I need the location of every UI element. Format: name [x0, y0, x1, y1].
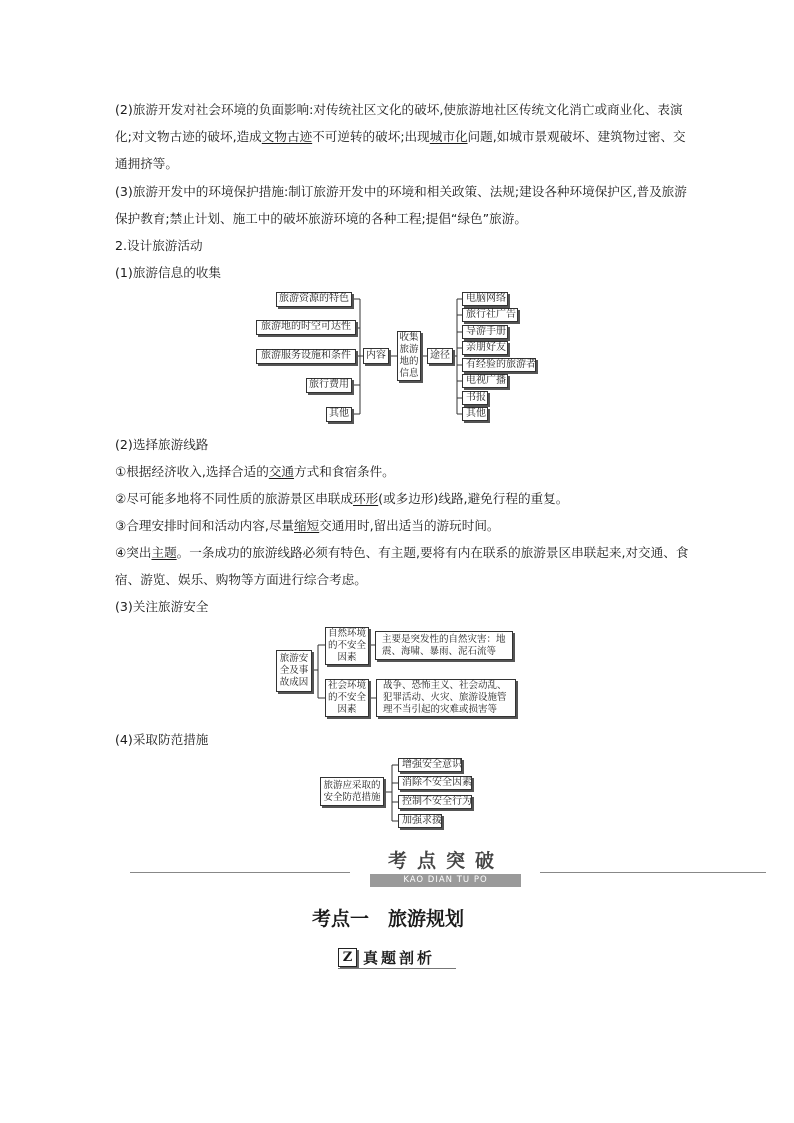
- text: ③合理安排时间和活动内容,尽量: [115, 518, 295, 533]
- d1-right-item: 有经验的旅游者: [462, 358, 536, 372]
- z-badge-icon: Z: [338, 948, 357, 967]
- d1-center-box: 收集旅游地的信息: [397, 331, 421, 381]
- d2-social-desc: 战争、恐怖主义、社会动乱、犯罪活动、火灾、旅游设施管理不当引起的灾难或损害等: [376, 679, 516, 717]
- zhenti-underline: [338, 968, 456, 969]
- d3-item: 消除不安全因素: [398, 776, 472, 790]
- d3-root-box: 旅游应采取的安全防范措施: [320, 777, 384, 806]
- banner-subtitle: KAO DIAN TU PO: [370, 874, 521, 887]
- d1-left-item: 旅游资源的特色: [276, 292, 352, 307]
- banner-title: 考点突破: [388, 850, 505, 872]
- d2-root-box: 旅游安全及事故成因: [276, 650, 312, 692]
- section-title: 考点一 旅游规划: [312, 908, 465, 930]
- underlined-term: 文物古迹: [261, 129, 313, 144]
- underlined-term: 交通: [268, 464, 295, 479]
- text: 交通用时,留出适当的游玩时间。: [319, 518, 500, 533]
- underlined-term: 城市化: [429, 129, 468, 144]
- heading-safety: (3)关注旅游安全: [115, 599, 209, 614]
- text: (2)旅游开发对社会环境的负面影响:对传统社区文化的破坏,使旅游地社区传统文化消亡或商业化、表演化;对文物古迹的破坏,造成: [115, 102, 683, 144]
- banner-rule-left: [130, 872, 350, 873]
- text: ②尽可能多地将不同性质的旅游景区串联成: [115, 491, 353, 506]
- text: 不可逆转的破坏;出现: [312, 129, 430, 144]
- d1-right-item: 书报: [462, 391, 488, 405]
- d1-right-item: 旅行社广告: [462, 308, 518, 322]
- zhenti-heading: 真题剖析: [363, 949, 436, 967]
- text: 问题,如城市景观破坏、建筑物过密、交通拥挤等。: [115, 129, 686, 171]
- d1-right-item: 电脑网络: [462, 292, 508, 306]
- heading-info-collection: (1)旅游信息的收集: [115, 265, 221, 280]
- text: (或多边形)线路,避免行程的重复。: [378, 491, 569, 506]
- underlined-term: 主题: [151, 545, 177, 560]
- d3-item: 控制不安全行为: [398, 795, 472, 809]
- d1-left-item: 其他: [326, 407, 352, 422]
- d3-item: 加强求援: [398, 814, 442, 828]
- d3-item: 增强安全意识: [398, 758, 462, 772]
- d1-route-box: 途径: [427, 348, 453, 364]
- paragraph-protection: (3)旅游开发中的环境保护措施:制订旅游开发中的环境和相关政策、法规;建设各种环境保护区,普及旅游保护教育;禁止计划、施工中的破坏旅游环境的各种工程;提倡“绿色”旅游。: [115, 184, 687, 226]
- text: ④突出: [115, 545, 152, 560]
- underlined-term: 环形: [352, 491, 379, 506]
- heading-route-select: (2)选择旅游线路: [115, 437, 209, 452]
- text: 方式和食宿条件。: [294, 464, 395, 479]
- d2-social-box: 社会环境的不安全因素: [325, 679, 369, 717]
- d1-right-item: 导游手册: [462, 325, 508, 339]
- text: ①根据经济收入,选择合适的: [115, 464, 269, 479]
- d2-natural-box: 自然环境的不安全因素: [325, 627, 369, 665]
- banner-rule-right: [540, 872, 766, 873]
- d1-right-item: 其他: [462, 407, 488, 421]
- d1-right-item: 电视广播: [462, 374, 508, 388]
- d1-left-item: 旅游服务设施和条件: [256, 349, 356, 364]
- d1-left-item: 旅行费用: [306, 378, 352, 393]
- text: 。一条成功的旅游线路必须有特色、有主题,要将有内在联系的旅游景区串联起来,对交通、食宿、游览、娱乐、购物等方面进行综合考虑。: [115, 545, 689, 587]
- heading-measures: (4)采取防范措施: [115, 732, 209, 747]
- heading-design-activity: 2.设计旅游活动: [115, 238, 203, 253]
- d1-right-item: 亲朋好友: [462, 341, 508, 355]
- d1-left-item: 旅游地的时空可达性: [256, 320, 356, 335]
- d2-natural-desc: 主要是突发性的自然灾害：地震、海啸、暴雨、泥石流等: [375, 631, 513, 660]
- underlined-term: 缩短: [294, 518, 320, 533]
- d1-content-box: 内容: [363, 348, 389, 364]
